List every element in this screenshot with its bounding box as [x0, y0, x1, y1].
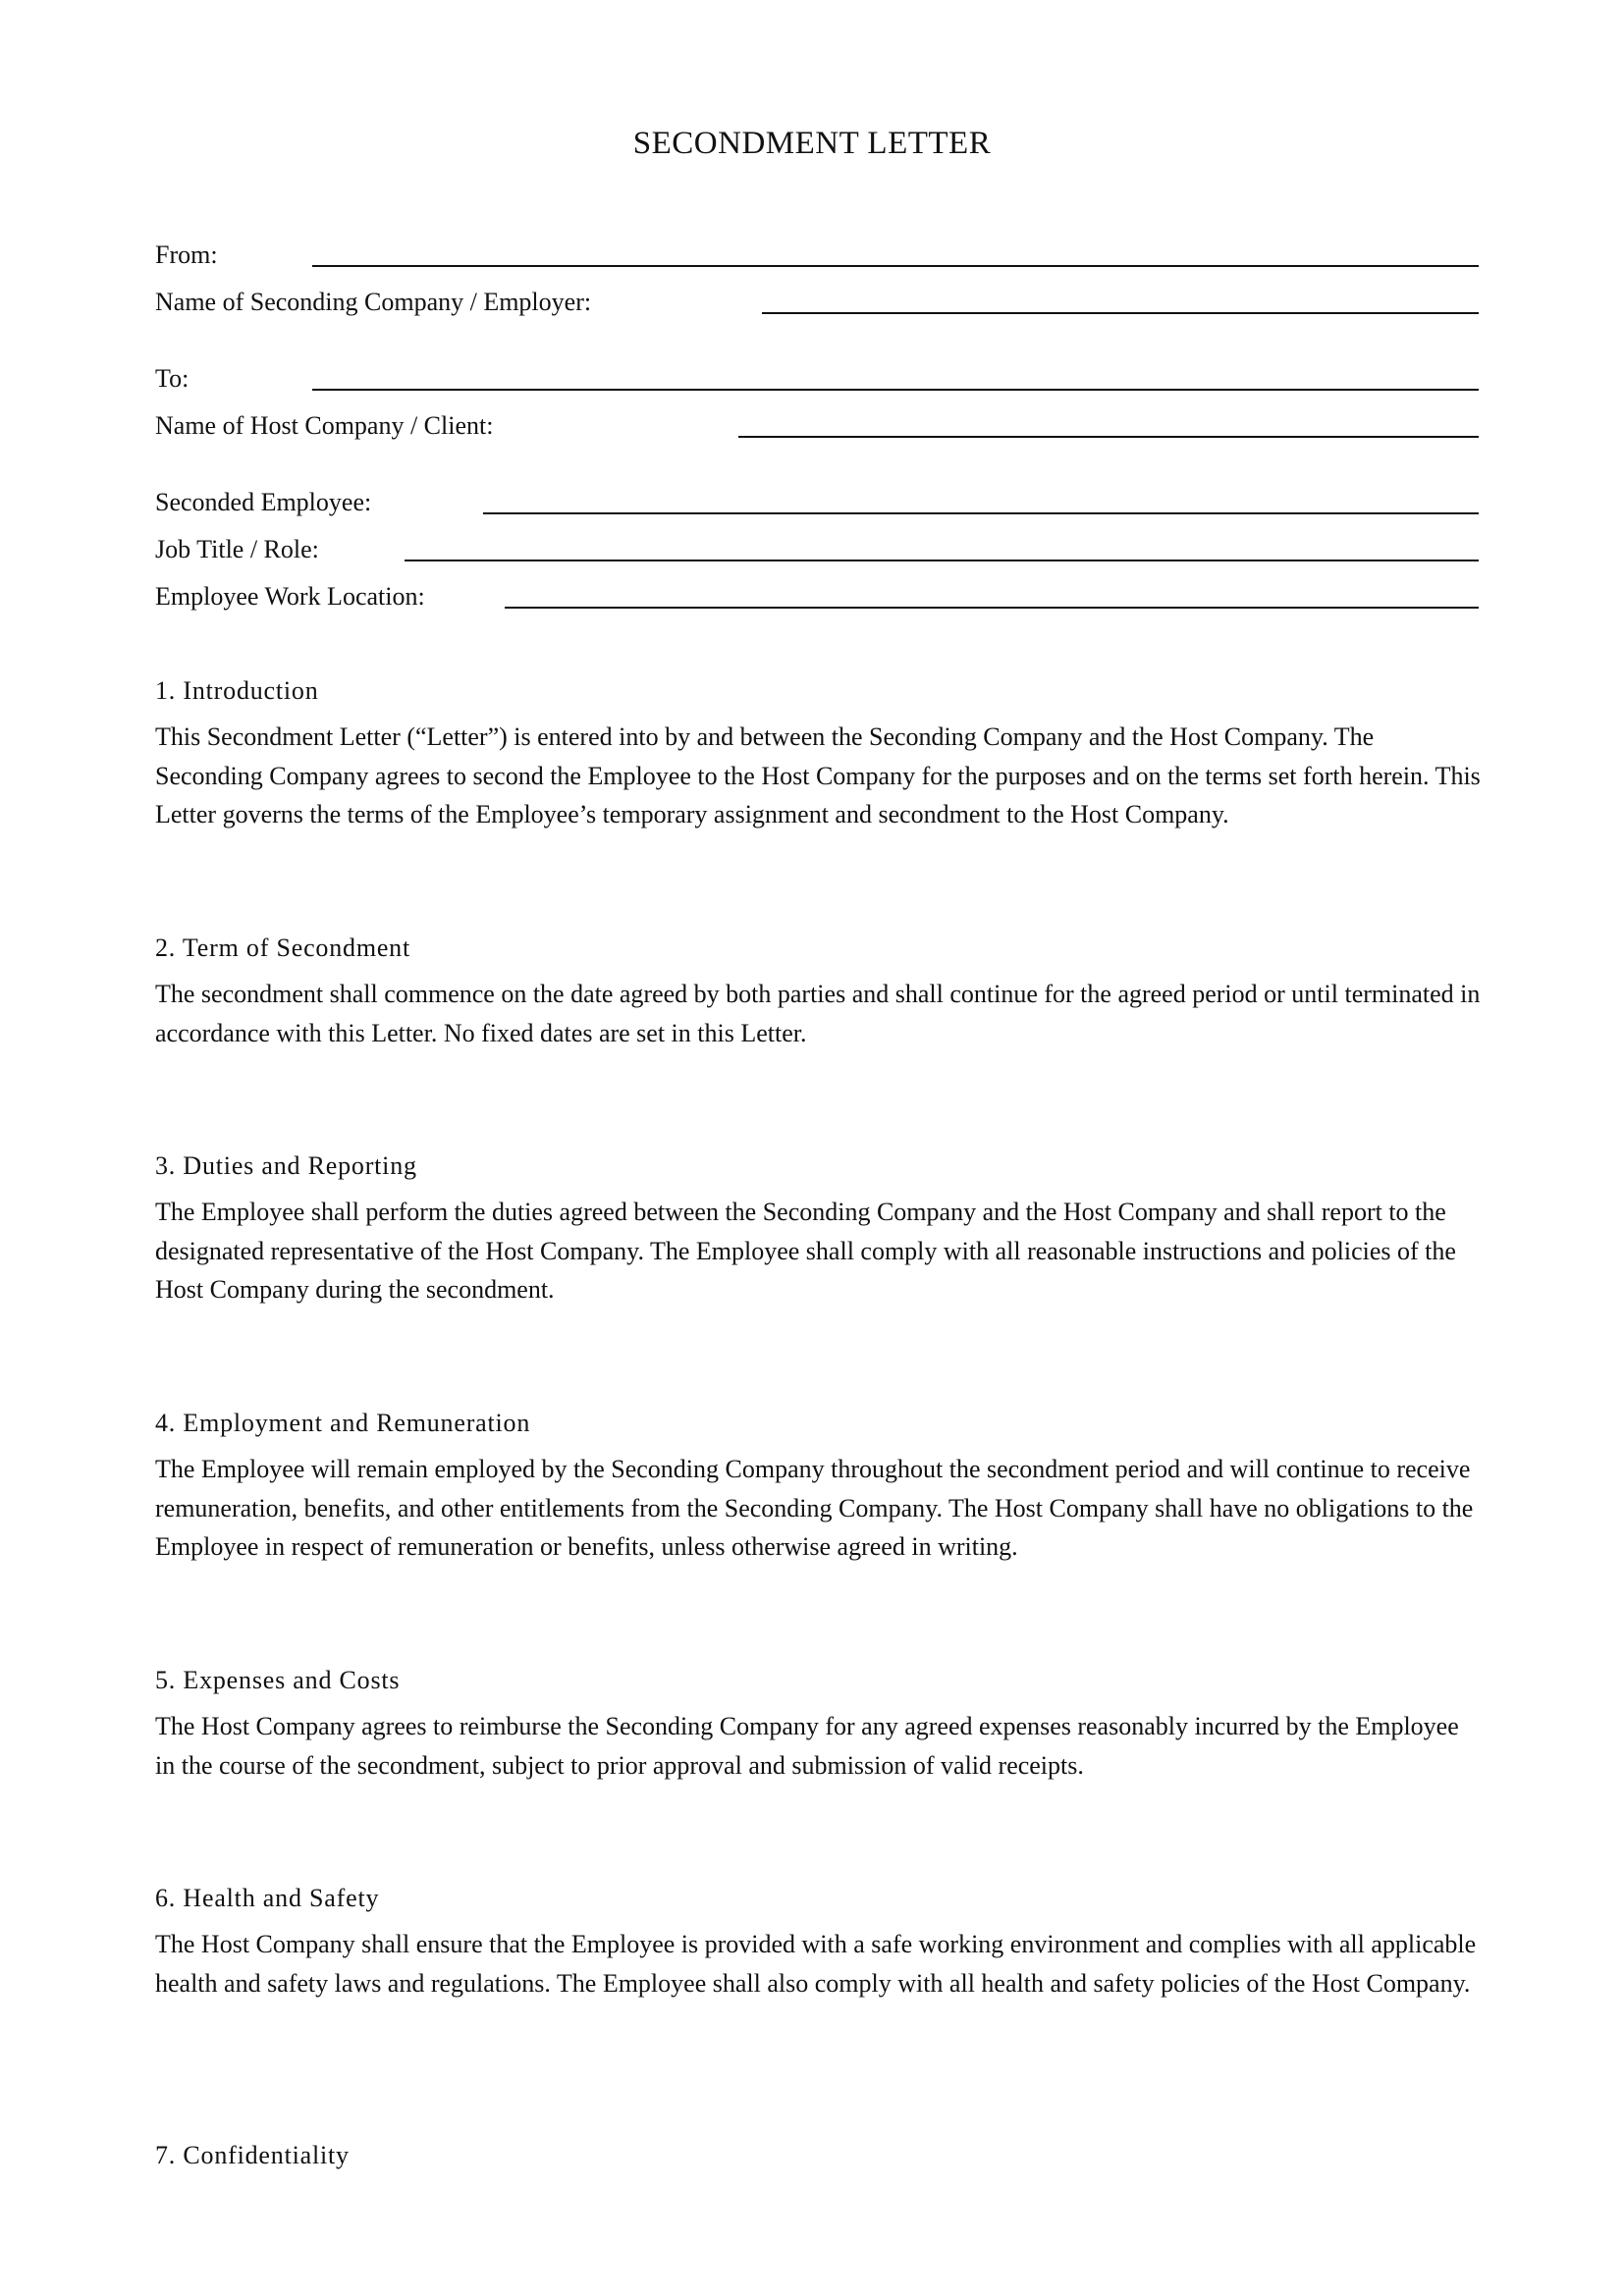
section-heading: 7. Confidentiality — [155, 2141, 350, 2169]
from-field — [155, 234, 1479, 277]
job-title-label: Job Title / Role: — [155, 535, 319, 563]
section-body: The Host Company agrees to reimburse the Seconding Company for any agreed expenses reasonably incurred by the Employee in the course of the secondment, subject to prior approval and submission of valid receipts. — [155, 1712, 1459, 1780]
work-location-input-line[interactable] — [505, 607, 1479, 609]
document-title: SECONDMENT LETTER — [632, 126, 992, 161]
section-body: The Employee shall perform the duties agreed between the Seconding Company and the Host Company and shall report to the designated representative of the Host Company. The Employee shall comply with all reasonable instructions and policies of the Host Company during the secondment. — [155, 1198, 1456, 1305]
host-company-label: Name of Host Company / Client: — [155, 411, 494, 440]
host-company-field — [155, 404, 1479, 448]
seconded-employee-field — [155, 481, 1479, 524]
section-heading: 2. Term of Secondment — [155, 934, 411, 962]
section-body: The Host Company shall ensure that the Employee is provided with a safe working environment and complies with all applicable health and safety laws and regulations. The Employee shall also comply with all health and safety policies of the Host Company. — [155, 1930, 1477, 1998]
section-heading: 4. Employment and Remuneration — [155, 1409, 531, 1437]
section-heading: 1. Introduction — [155, 676, 319, 705]
section-heading: 6. Health and Safety — [155, 1884, 380, 1912]
section-heading: 3. Duties and Reporting — [155, 1151, 417, 1180]
to-label: To: — [155, 364, 189, 393]
host-company-input-line[interactable] — [738, 436, 1479, 438]
from-label: From: — [155, 240, 218, 269]
section-body: This Secondment Letter (“Letter”) is entered into by and between the Seconding Company and the Host Company. The Seconding Company agrees to second the Employee to the Host Company for the purposes and on the terms set forth herein. This Letter governs the terms of the Employee’s temporary assignment and secondment to the Host Company. — [155, 722, 1481, 829]
section-body: The secondment shall commence on the date agreed by both parties and shall continue for the agreed period or until terminated in accordance with this Letter. No fixed dates are set in this Letter. — [155, 980, 1481, 1047]
job-title-input-line[interactable] — [405, 560, 1479, 561]
section-heading: 5. Expenses and Costs — [155, 1666, 401, 1694]
seconded-employee-input-line[interactable] — [483, 512, 1479, 514]
section-body: The Employee will remain employed by the Seconding Company throughout the secondment period and will continue to receive remuneration, benefits, and other entitlements from the Seconding Company. The Host Company shall have no obligations to the Employee in respect of remuneration or benefits, unless otherwise agreed in writing. — [155, 1455, 1474, 1562]
seconded-employee-label: Seconded Employee: — [155, 488, 372, 516]
seconding-company-label: Name of Seconding Company / Employer: — [155, 288, 592, 316]
work-location-label: Employee Work Location: — [155, 582, 425, 611]
to-input-line[interactable] — [312, 389, 1479, 391]
to-field — [155, 357, 1479, 400]
seconding-company-field — [155, 281, 1479, 324]
from-input-line[interactable] — [312, 265, 1479, 267]
seconding-company-input-line[interactable] — [762, 312, 1479, 314]
work-location-field — [155, 575, 1479, 618]
job-title-field — [155, 528, 1479, 571]
